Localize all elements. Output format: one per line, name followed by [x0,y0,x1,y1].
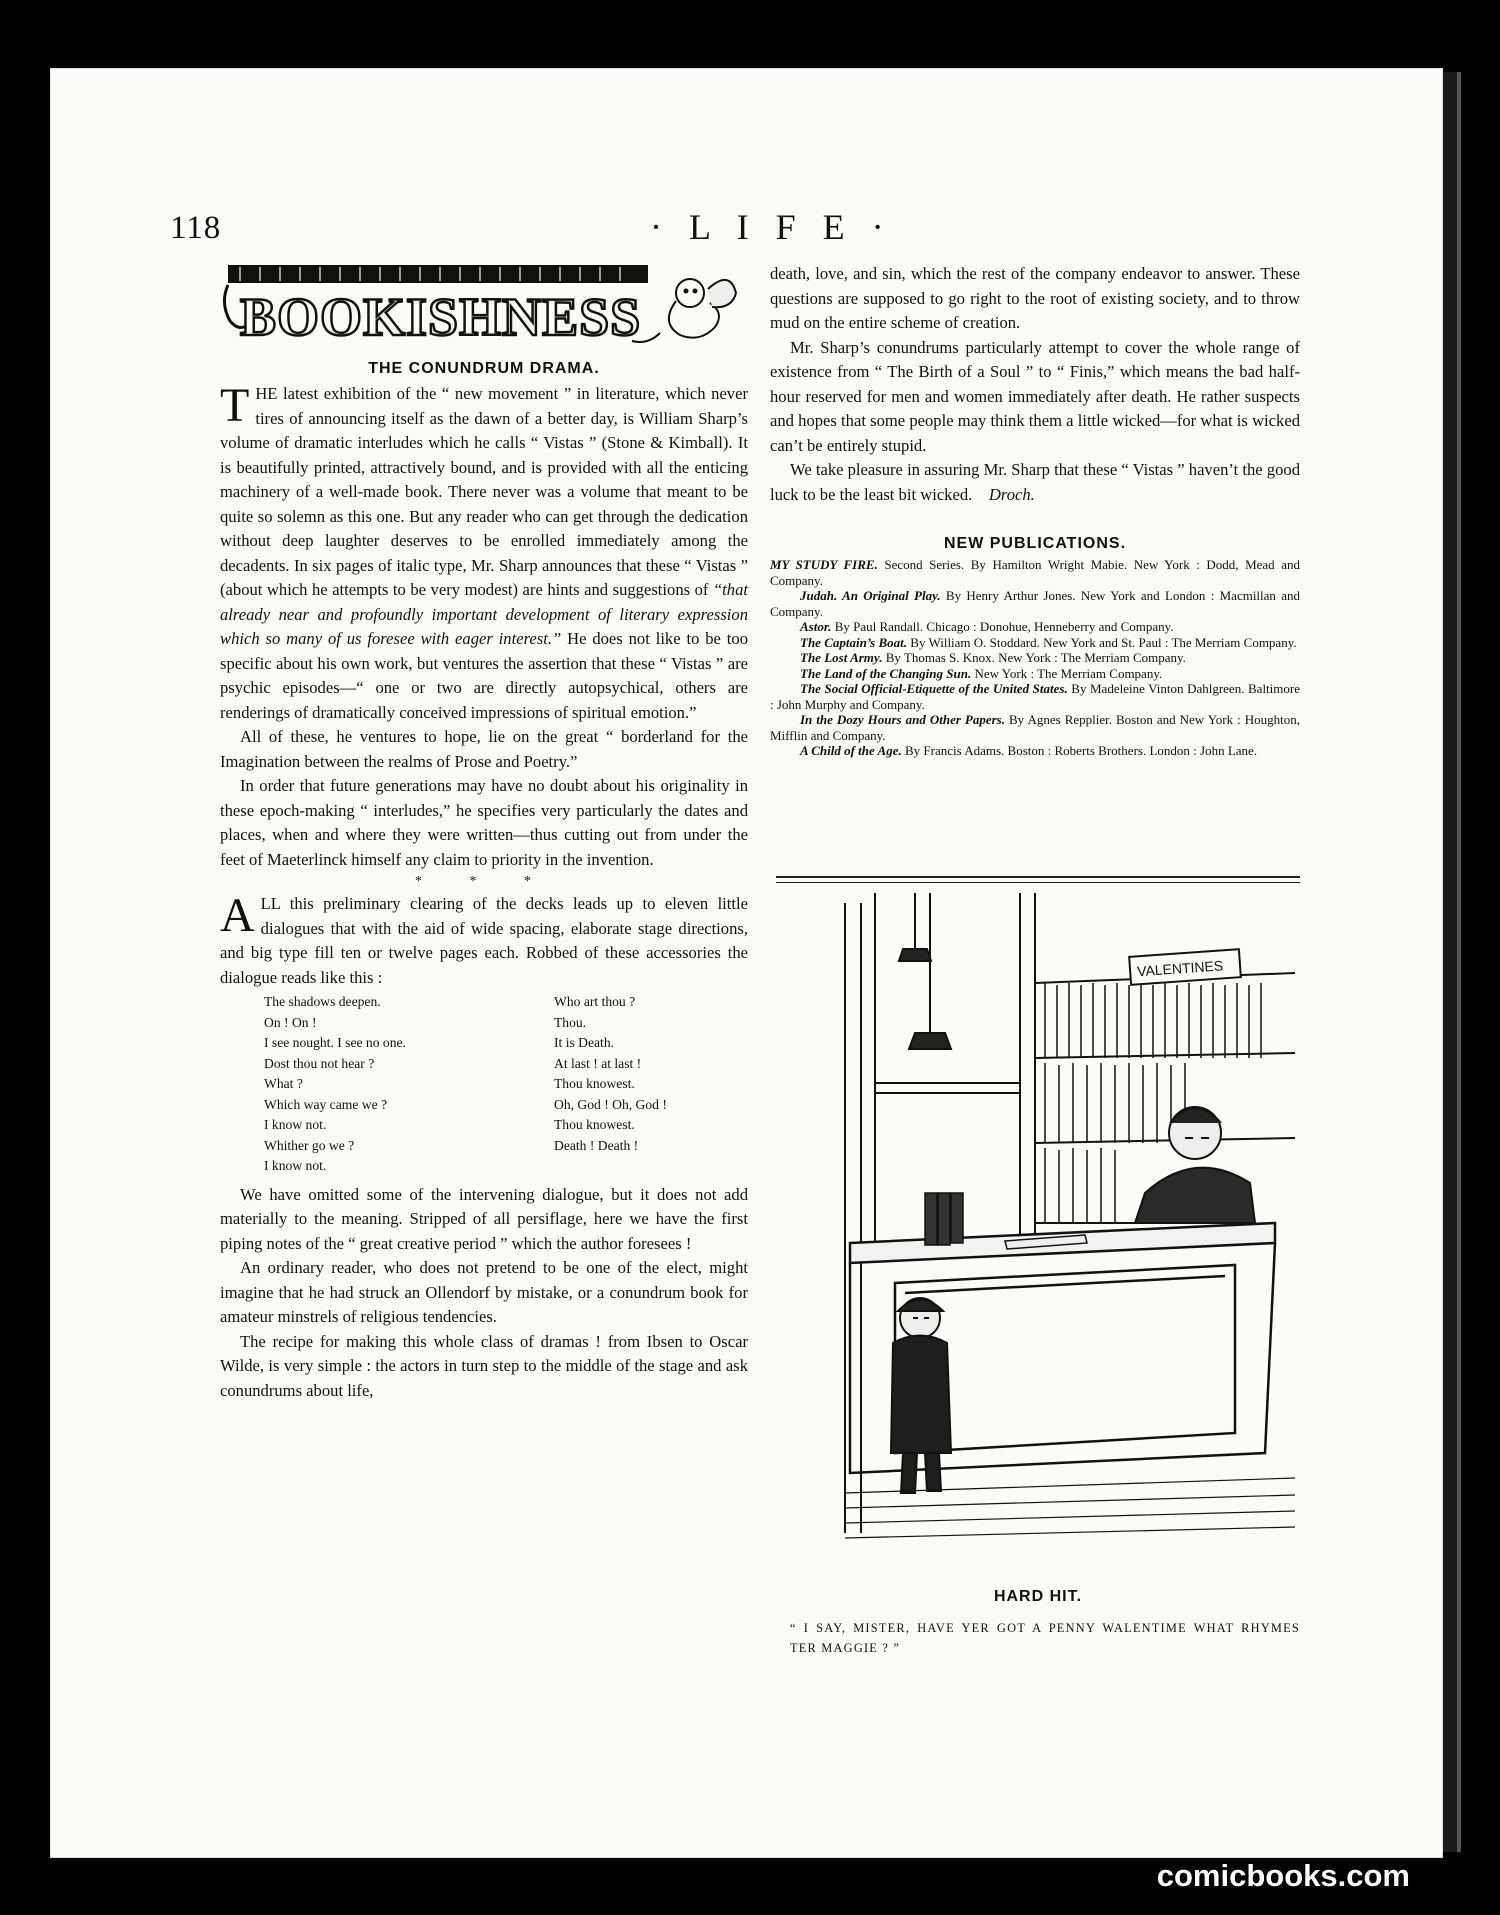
cartoon-illustration [775,893,1301,1583]
article-paragraph-4 [220,889,748,990]
page-number: 118 [170,210,222,246]
article-heading: THE CONUNDRUM DRAMA. [368,360,600,377]
cartoon-caption-text: “ I SAY, MISTER, HAVE YER GOT A PENNY WALENTIME WHAT RHYMES TER MAGGIE ? ” [790,1621,1300,1655]
article-paragraph-6: An ordinary reader, who does not pretend to be one of the elect, might imagine that he had struck an Ollendorf by mistake, or a conundrum book for amateur minstrels of religious tendencies. [220,1258,748,1326]
dialogue-line: Death ! Death ! [554,1137,639,1153]
publication-item [770,557,1300,588]
dropcap-a: A [220,889,255,942]
valentines-sign [1129,949,1241,985]
paragraph-1-tail: He does not like to be too specific about his own work, but ventures the assertion that these “ Vistas ” are psychic episodes—“ one or two are directly autopsychical, others are renderings of dramatically conceived impressions of spiritual emotion.” [220,629,749,722]
site-watermark: comicbooks.com [1156,1858,1410,1893]
shopkeeper-figure [1135,1107,1255,1223]
publication-details: By Francis Adams. Boston : Roberts Brothers. London : John Lane. [901,743,1258,758]
publication-details: New York : The Merriam Company. [971,665,1163,681]
dialogue-line: I see nought. I see no one. [264,1035,406,1050]
dropcap-t: T [220,379,250,432]
divider-rule [776,876,1300,878]
dialogue-line: The shadows deepen. [264,994,381,1009]
right-column [770,262,1300,759]
masthead-title: · L I F E · [650,207,893,247]
page-edge-highlight [1457,72,1461,1852]
dialogue-excerpt [264,992,748,1177]
article-paragraph-3: In order that future generations may have no doubt about his originality in these epoch-making “ interludes,” he specifies very particularly the dates and places, when and where they were written—thus cutting out from under the feet of Maeterlinck himself any claim to priority in the invention. [220,776,748,869]
dialogue-line: I know not. [264,1117,327,1132]
article-paragraph-5: We have omitted some of the intervening dialogue, but it does not add materially to the meaning. Stripped of all persiflage, here we have the first piping notes of the “ great creative period ” which the author foresees ! [220,1184,748,1253]
publication-title: A Child of the Age. [800,743,902,758]
dialogue-line: What ? [264,1076,303,1091]
dialogue-line: Oh, God ! Oh, God ! [554,1096,667,1112]
publication-item [770,743,1300,759]
section-separator: * * * [415,874,553,889]
publication-details: By Paul Randall. Chicago : Donohue, Henneberry and Company. [831,619,1174,634]
paragraph-1-quote: “that already near and profoundly important development of literary expression which so many of us foresee with eager interest.” [220,580,748,648]
article-continued-1: death, love, and sin, which the rest of the company endeavor to answer. These questions are supposed to go right to the root of existing society, and to throw mud on the entire scheme of creation. [770,264,1300,332]
valentines-sign-text: VALENTINES [1136,957,1224,980]
publication-details: By William O. Stoddard. New York and St. Paul : The Merriam Company. [907,634,1297,650]
banner-title: BOOKISHNESS [240,287,642,347]
publication-title: The Captain’s Boat. [800,634,908,650]
publication-title: The Social Official-Etiquette of the United States. [800,681,1068,696]
boy-figure [891,1298,951,1493]
dialogue-line: At last ! at last ! [554,1055,642,1071]
publication-details: By Thomas S. Knox. New York : The Merriam Company. [882,650,1186,665]
author-signature: Droch. [988,484,1035,504]
publication-item [770,635,1300,651]
left-column [220,360,748,1403]
dialogue-line: I know not. [264,1158,327,1173]
publication-item [770,681,1300,712]
dialogue-line: Which way came we ? [264,1096,388,1112]
publication-item [770,619,1300,635]
publication-details: Second Series. By Hamilton Wright Mabie. New York : Dodd, Mead and Company. [770,557,1300,588]
dialogue-line: Who art thou ? [554,994,636,1009]
publication-item [770,666,1300,682]
publication-title: The Land of the Changing Sun. [800,665,972,681]
divider-rule [776,882,1300,883]
publication-item [770,588,1300,619]
dialogue-line: Dost thou not hear ? [264,1055,375,1071]
publication-title: The Lost Army. [800,650,883,665]
article-continued-3 [770,458,1300,507]
publication-details: By Agnes Repplier. Boston and New York : Houghton, Mifflin and Company. [770,712,1300,743]
dialogue-line [554,1156,754,1177]
publication-title: Judah. An Original Play. [800,588,941,603]
publication-details: By Henry Arthur Jones. New York and London : Macmillan and Company. [770,588,1300,619]
dialogue-line: Thou knowest. [554,1117,635,1132]
cherub-icon [632,279,736,342]
bookishness-banner [220,263,740,355]
dialogue-line: On ! On ! [264,1014,317,1030]
dialogue-line: Whither go we ? [264,1137,355,1153]
publication-item [770,650,1300,666]
article-paragraph-7: The recipe for making this whole class of dramas ! from Ibsen to Oscar Wilde, is very simple : the actors in turn step to the middle of the stage and ask conundrums about life, [220,1331,748,1400]
dialogue-line: Thou knowest. [554,1076,635,1091]
page-edge [1443,72,1457,1852]
dialogue-line: Thou. [554,1014,587,1030]
article-paragraph-1 [220,379,749,725]
publication-title: In the Dozy Hours and Other Papers. [800,712,1005,727]
publications-heading: NEW PUBLICATIONS. [943,535,1127,552]
article-continued-2: Mr. Sharp’s conundrums particularly attempt to cover the whole range of existence from “ The Birth of a Soul ” to “ Finis,” which means the bad half-hour reserved for men and women immediately after death. He rather suspects and hopes that some people may think them a little wicked—for what is wicked can’t be entirely stupid. [770,337,1300,455]
article-paragraph-2: All of these, he ventures to hope, lie on the great “ borderland for the Imagination between the realms of Prose and Poetry.” [220,727,748,771]
continued-3-text: We take pleasure in assuring Mr. Sharp that these “ Vistas ” haven’t the good luck to be the least bit wicked. [770,460,1300,504]
cartoon-caption-title: HARD HIT. [993,1588,1083,1605]
publication-title: Astor. [800,619,832,634]
publication-item [770,712,1300,743]
publication-details: By Madeleine Vinton Dahlgreen. Baltimore : John Murphy and Company. [770,681,1300,712]
publication-title: MY STUDY FIRE. [770,557,878,572]
dialogue-line: It is Death. [554,1035,615,1050]
paragraph-4-text: LL this preliminary clearing of the decks leads up to eleven little dialogues that with the aid of wide spacing, elaborate stage directions, and big type fill ten or twelve pages each. Robbed of these accessories the dialogue reads like this : [220,894,748,987]
paragraph-1-text: HE latest exhibition of the “ new movement ” in literature, which never tires of announcing itself as the dawn of a better day, is William Sharp’s volume of dramatic interludes which he calls “ Vistas ” (Stone & Kimball). It is beautifully printed, attractively bound, and is provided with all the enticing machinery of a well-made book. There never was a volume that meant to be quite so solemn as this one. But any reader who can get through the dedication without deep laughter deserves to be enrolled immediately among the decadents. In six pages of italic type, Mr. Sharp announces that these “ Vistas ” (about which he attempts to be very modest) are hints and suggestions of [220,384,748,599]
